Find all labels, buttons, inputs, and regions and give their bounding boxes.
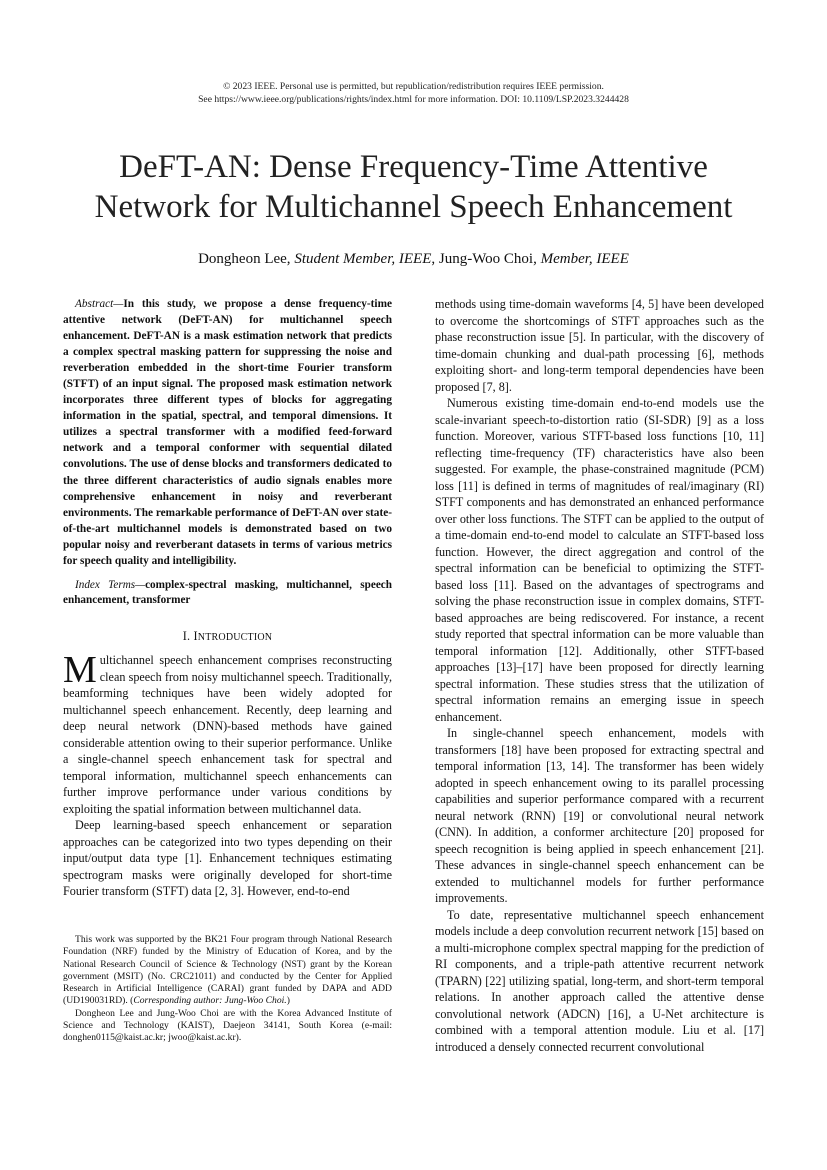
drop-cap: M [63,649,97,692]
copyright-notice [0,80,827,106]
rights-url-line: See https://www.ieee.org/publications/rights/index.html for more information. DOI: 10.1109/LSP.2023.3244428 [198,94,629,105]
left-column [63,296,392,900]
section-heading-introduction [63,628,392,647]
funding-text: This work was supported by the BK21 Four program through National Research Foundation (NRF) funded by the Ministry of Education of Korea, and by the National Research Council of Science & Technology (NST) grant by the Korean government (MSIT) (No. CRC21011) and conducted by the Center for Applied Research in Artificial Intelligence (CARAI) grant funded by DAPA and ADD (UD190031RD). ( [63,934,392,1007]
body-paragraph: In single-channel speech enhancement, models with transformers [18] have been proposed for extracting spectral and temporal information [13, 14]. The transformer has been widely adopted in speech enhancement owing to its parallel processing capabilities and superior performance compared with a recurrent neural network (RNN) [19] or convolutional neural network (CNN). In addition, a conformer architecture [20] proposed for speech recognition is being applied in speech enhancement [21]. These advances in single-channel speech enhancement can be extended to multichannel models for further performance improvements. [435,726,764,905]
funding-end: ) [286,995,290,1007]
paper-title [40,147,787,227]
right-column [435,296,764,1055]
footnote [63,934,392,1045]
body-paragraph: Numerous existing time-domain end-to-end models use the scale-invariant speech-to-distortion ratio (SI-SDR) [9] as a loss function. Moreover, various STFT-based loss functions [10, 11] reflecting time-frequency (TF) characteristics have also been suggested. For example, the phase-constrained magnitude (PCM) loss [11] is defined in terms of magnitudes of real/imaginary (RI) STFT components and has demonstrated an enhanced performance over other loss functions. The STFT can be applied to the output of a time-domain end-to-end model to calculate an STFT-based loss function. However, the direct aggregation and control of the spectral information can be beneficial to optimizing the STFT-based loss [11]. Based on the advantages of spectrograms and solving the phase reconstruction issue in complex domains, STFT-based approaches are being rediscovered. For instance, a recent study reported that spectral information can be more valuable than temporal information [12]. Additionally, other STFT-based approaches [13]–[17] have been proposed for directly learning spectral information. These studies stress that the utilization of spectral information remains an emerging issue in speech enhancement. [435,396,764,724]
title-line-2: Network for Multichannel Speech Enhancement [94,189,733,225]
author-affiliation: Member, IEEE [540,251,629,267]
author-affiliation: Student Member, IEEE [294,251,432,267]
author-name: , Jung-Woo Choi, [431,251,537,267]
author-list [0,249,827,269]
index-terms-text: complex-spectral masking, multichannel, speech enhancement, transformer [63,578,392,607]
intro-paragraph-text: ultichannel speech enhancement comprises reconstructing clean speech from noisy multichannel speech. Traditionally, beamforming techniques have been widely adopted for multichannel speech enhancement. Recently, deep learning and deep neural network (DNN)-based methods have gained considerable attention owing to their superior performance. Unlike a single-channel speech enhancement task for spectral and temporal information, multichannel speech enhancements can further improve performance under various conditions by exploiting the spatial information between multichannel data. [63,653,392,816]
intro-paragraph: Deep learning-based speech enhancement or separation approaches can be categorized into two types depending on their input/output data type [1]. Enhancement techniques estimating spectrogram masks were originally developed for short-time Fourier transform (STFT) data [2, 3]. However, end-to-end [63,818,392,899]
corresponding-author: Corresponding author: Jung-Woo Choi. [133,995,287,1007]
author-name: Dongheon Lee, [198,251,291,267]
body-paragraph: To date, representative multichannel speech enhancement models include a deep convolution recurrent network [15] based on a multi-microphone complex spectral mapping for the prediction of RI components, and a triple-path attentive recurrent network (TPARN) [22] utilizing spatial, long-term, and short-term temporal relations. In another approach called the attentive dense convolutional network (ADCN) [16], a U-Net architecture is combined with a temporal attention module. Liu et al. [17] introduced a densely connected recurrent convolutional [435,907,764,1054]
intro-paragraph [63,649,392,817]
funding-footnote [63,934,392,1008]
section-numeral: I. [182,628,194,643]
title-line-1: DeFT-AN: Dense Frequency-Time Attentive [119,149,708,185]
abstract [63,296,392,569]
section-initial: I [193,628,198,643]
section-rest: NTRODUCTION [197,631,273,643]
index-terms-label: Index Terms— [75,578,146,591]
index-terms [63,578,392,609]
affiliation-footnote: Dongheon Lee and Jung-Woo Choi are with the Korea Advanced Institute of Science and Technology (KAIST), Daejeon 34141, South Korea (e-mail: donghen0115@kaist.ac.kr; jwoo@kaist.ac.kr). [63,1007,392,1044]
abstract-label: Abstract— [75,298,124,310]
abstract-text: In this study, we propose a dense frequency-time attentive network (DeFT-AN) for multichannel speech enhancement. DeFT-AN is a mask estimation network that predicts a complex spectral masking pattern for suppressing the noise and reverberation embedded in the short-time Fourier transform (STFT) of an input signal. The proposed mask estimation network incorporates three different types of blocks for aggregating information in the spatial, spectral, and temporal dimensions. It utilizes a spectral transformer with a modified feed-forward network and a temporal conformer with sequential dilated convolutions. The use of dense blocks and transformers dedicated to the three different characteristics of audio signals enables more comprehensive enhancement in noisy and reverberant environments. The remarkable performance of DeFT-AN over state-of-the-art multichannel models is demonstrated based on two popular noisy and reverberant datasets in terms of various metrics for speech quality and intelligibility. [63,298,392,567]
body-paragraph: methods using time-domain waveforms [4, 5] have been developed to overcome the shortcomings of STFT approaches such as the phase reconstruction issue [5]. In particular, with the discovery of time-domain chunking and dual-path processing [6], methods exploiting short- and long-term temporal dependencies have been proposed [7, 8]. [435,297,764,394]
copyright-line: © 2023 IEEE. Personal use is permitted, but republication/redistribution requires IEEE permission. [223,81,604,92]
